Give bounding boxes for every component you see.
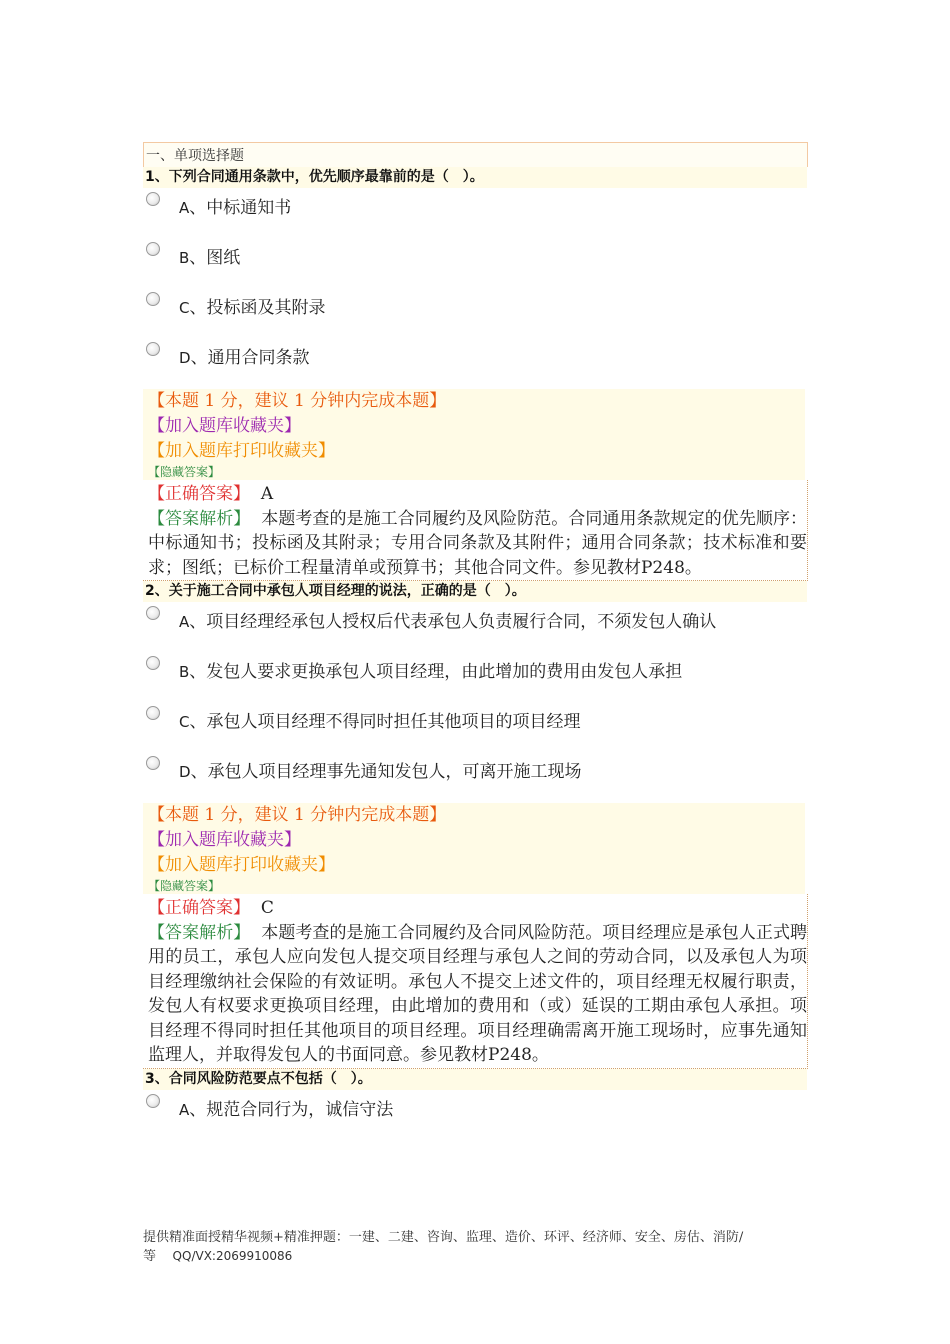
- radio-button-icon[interactable]: [146, 706, 160, 720]
- option-c[interactable]: C、投标函及其附录: [143, 288, 808, 338]
- option-d[interactable]: D、通用合同条款: [143, 338, 808, 388]
- option-letter: A: [179, 613, 190, 631]
- option-a[interactable]: A、规范合同行为，诚信守法: [143, 1090, 808, 1140]
- option-a[interactable]: A、项目经理经承包人授权后代表承包人负责履行合同，不须发包人确认: [143, 602, 808, 652]
- option-c[interactable]: C、承包人项目经理不得同时担任其他项目的项目经理: [143, 702, 808, 752]
- radio-button-icon[interactable]: [146, 1094, 160, 1108]
- option-text: 承包人项目经理事先通知发包人，可离开施工现场: [207, 762, 582, 782]
- option-letter: A: [179, 1100, 190, 1119]
- answer-panel: [143, 894, 808, 1069]
- radio-button-icon[interactable]: [146, 606, 160, 620]
- option-text: 投标函及其附录: [206, 298, 326, 318]
- option-letter: B: [179, 249, 190, 267]
- option-letter: B: [179, 663, 190, 681]
- option-text: 规范合同行为，诚信守法: [206, 1099, 394, 1120]
- option-d[interactable]: D、承包人项目经理事先通知发包人，可离开施工现场: [143, 752, 808, 802]
- option-letter: C: [179, 713, 190, 731]
- analysis-label: 【答案解析】: [148, 922, 251, 943]
- question-3: [143, 1069, 808, 1140]
- option-text: 通用合同条款: [207, 348, 310, 368]
- add-favorites-link[interactable]: 【加入题库收藏夹】: [143, 828, 805, 853]
- analysis-text: 本题考查的是施工合同履约及风险防范。合同通用条款规定的优先顺序：中标通知书；投标函及其附录；专用合同条款及其附件；通用合同条款；技术标准和要求；图纸；已标价工程量清单或预算书；其他合同文件。参见教材P248。: [148, 508, 808, 578]
- hide-answer-link[interactable]: 【隐藏答案】: [143, 464, 805, 480]
- score-note: 【本题 1 分，建议 1 分钟内完成本题】: [143, 389, 805, 414]
- footer-line-2-prefix: 等: [143, 1249, 157, 1264]
- option-text: 项目经理经承包人授权后代表承包人负责履行合同，不须发包人确认: [206, 612, 717, 632]
- page-footer: [143, 1228, 813, 1266]
- footer-contact: QQ/VX:2069910086: [172, 1249, 293, 1263]
- add-favorites-link[interactable]: 【加入题库收藏夹】: [143, 414, 805, 439]
- radio-button-icon[interactable]: [146, 242, 160, 256]
- correct-answer-value: C: [260, 898, 274, 918]
- answer-panel: [143, 480, 808, 581]
- radio-button-icon[interactable]: [146, 656, 160, 670]
- analysis-label: 【答案解析】: [148, 508, 251, 529]
- question-stem: 3、合同风险防范要点不包括（ ）。: [143, 1069, 807, 1090]
- option-text: 图纸: [206, 248, 241, 268]
- question-stem: 2、关于施工合同中承包人项目经理的说法，正确的是（ ）。: [143, 581, 807, 602]
- option-text: 承包人项目经理不得同时担任其他项目的项目经理: [206, 712, 581, 732]
- option-letter: A: [179, 199, 190, 217]
- add-print-favorites-link[interactable]: 【加入题库打印收藏夹】: [143, 439, 805, 464]
- option-a[interactable]: A、中标通知书: [143, 188, 808, 238]
- question-stem: 1、下列合同通用条款中，优先顺序最靠前的是（ ）。: [143, 167, 807, 188]
- hide-answer-link[interactable]: 【隐藏答案】: [143, 878, 805, 894]
- option-b[interactable]: B、图纸: [143, 238, 808, 288]
- document-body: [143, 142, 808, 1140]
- option-letter: D: [179, 349, 191, 367]
- score-note: 【本题 1 分，建议 1 分钟内完成本题】: [143, 803, 805, 828]
- question-2: [143, 581, 808, 1069]
- radio-button-icon[interactable]: [146, 292, 160, 306]
- option-text: 中标通知书: [206, 198, 292, 218]
- analysis-text: 本题考查的是施工合同履约及合同风险防范。项目经理应是承包人正式聘用的员工，承包人应向发包人提交项目经理与承包人之间的劳动合同，以及承包人为项目经理缴纳社会保险的有效证明。承包人不提交上述文件的，项目经理无权履行职责，发包人有权要求更换项目经理，由此增加的费用和（或）延误的工期由承包人承担。项目经理不得同时担任其他项目的项目经理。项目经理确需离开施工现场时，应事先通知监理人，并取得发包人的书面同意。参见教材P248。: [148, 922, 808, 1065]
- footer-line-1: 提供精准面授精华视频+精准押题：一建、二建、咨询、监理、造价、环评、经济师、安全、房估、消防/: [143, 1230, 744, 1245]
- radio-button-icon[interactable]: [146, 342, 160, 356]
- option-b[interactable]: B、发包人要求更换承包人项目经理，由此增加的费用由发包人承担: [143, 652, 808, 702]
- option-text: 发包人要求更换承包人项目经理，由此增加的费用由发包人承担: [206, 662, 683, 682]
- section-title: 一、单项选择题: [143, 142, 808, 167]
- radio-button-icon[interactable]: [146, 756, 160, 770]
- question-1: [143, 167, 808, 581]
- correct-answer-label: 【正确答案】: [148, 484, 250, 504]
- option-letter: C: [179, 299, 190, 317]
- radio-button-icon[interactable]: [146, 192, 160, 206]
- correct-answer-value: A: [260, 484, 274, 504]
- option-letter: D: [179, 763, 191, 781]
- add-print-favorites-link[interactable]: 【加入题库打印收藏夹】: [143, 853, 805, 878]
- correct-answer-label: 【正确答案】: [148, 898, 250, 918]
